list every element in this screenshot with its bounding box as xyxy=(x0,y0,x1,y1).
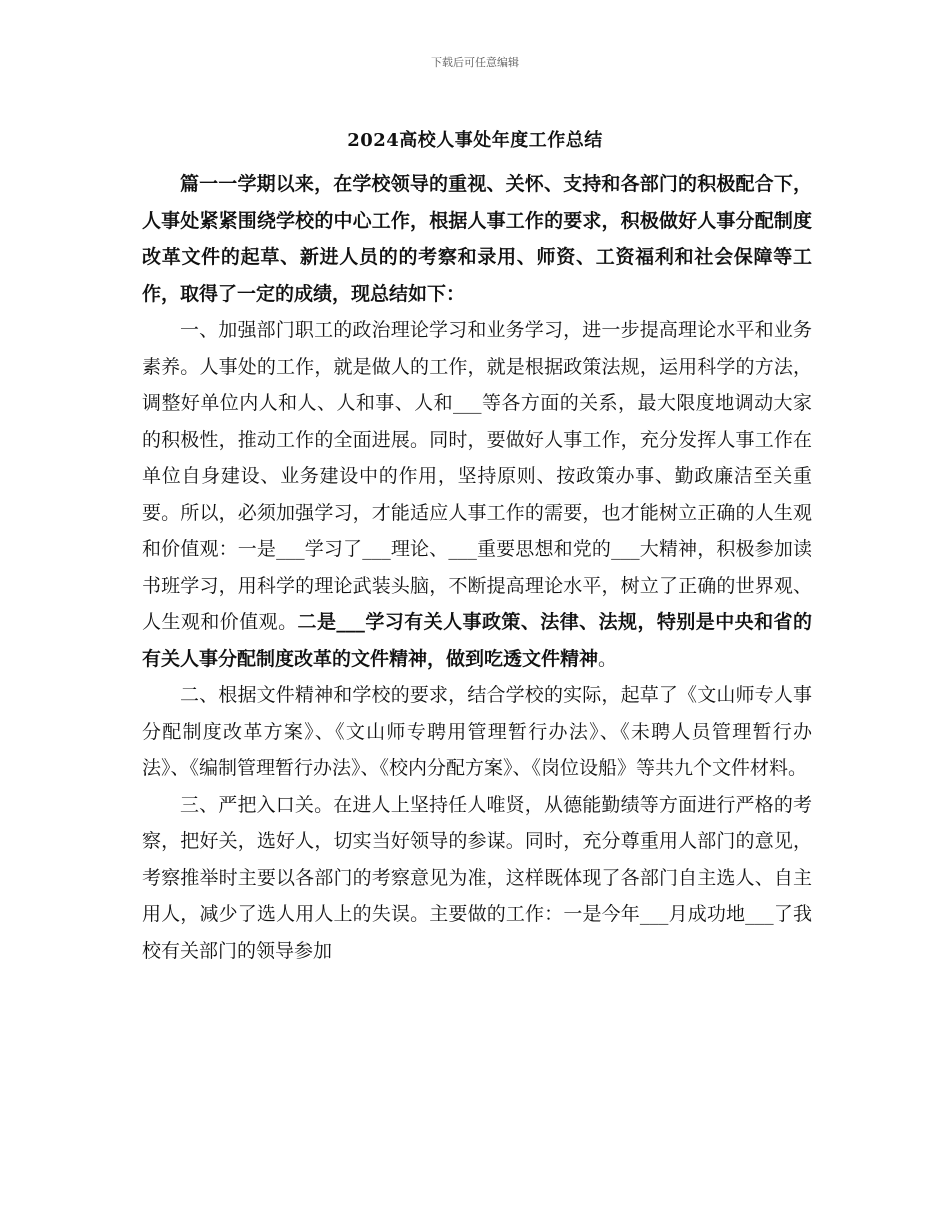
section-2-paragraph: 二、根据文件精神和学校的要求，结合学校的实际，起草了《文山师专人事分配制度改革方案》、《文山师专聘用管理暂行办法》、《未聘人员管理暂行办法》、《编制管理暂行办法》、《校内分配方案》、《岗位设船》等共九个文件材料。 xyxy=(142,684,812,779)
section-1-text: 一、加强部门职工的政治理论学习和业务学习，进一步提高理论水平和业务素养。人事处的工作，就是做人的工作，就是根据政策法规，运用科学的方法，调整好单位内人和人、人和事、人和___等各方面的关系，最大限度地调动大家的积极性，推动工作的全面进展。同时，要做好人事工作，充分发挥人事工作在单位自身建设、业务建设中的作用，坚持原则、按政策办事、勤政廉洁至关重要。所以，必须加强学习，才能适应人事工作的需要，也才能树立正确的人生观和价值观：一是___学习了___理论、___重要思想和党的___大精神，积极参加读书班学习，用科学的理论武装头脑，不断提高理论水平，树立了正确的世界观、人生观和价值观。 xyxy=(142,319,812,633)
section-1-paragraph xyxy=(142,312,812,677)
intro-paragraph: 篇一一学期以来，在学校领导的重视、关怀、支持和各部门的积极配合下，人事处紧紧围绕学校的中心工作，根据人事工作的要求，积极做好人事分配制度改革文件的起草、新进人员的的考察和录用、师资、工资福利和社会保障等工作，取得了一定的成绩，现总结如下： xyxy=(142,173,812,305)
page-header-note: 下载后可任意编辑 xyxy=(431,56,519,69)
section-3-paragraph: 三、严把入口关。在进人上坚持任人唯贤，从德能勤绩等方面进行严格的考察，把好关，选好人，切实当好领导的参谋。同时，充分尊重用人部门的意见，考察推举时主要以各部门的考察意见为准，这样既体现了各部门自主选人、自主用人，减少了选人用人上的失误。主要做的工作：一是今年___月成功地___了我校有关部门的领导参加 xyxy=(142,793,812,962)
section-1-end: 。 xyxy=(598,647,618,670)
section-1-bold-text: 二是___学习有关人事政策、法律、法规，特别是中央和省的有关人事分配制度改革的文件精神，做到吃透文件精神 xyxy=(142,611,812,670)
document-title: 2024高校人事处年度工作总结 xyxy=(347,130,603,151)
document-body xyxy=(142,166,812,969)
